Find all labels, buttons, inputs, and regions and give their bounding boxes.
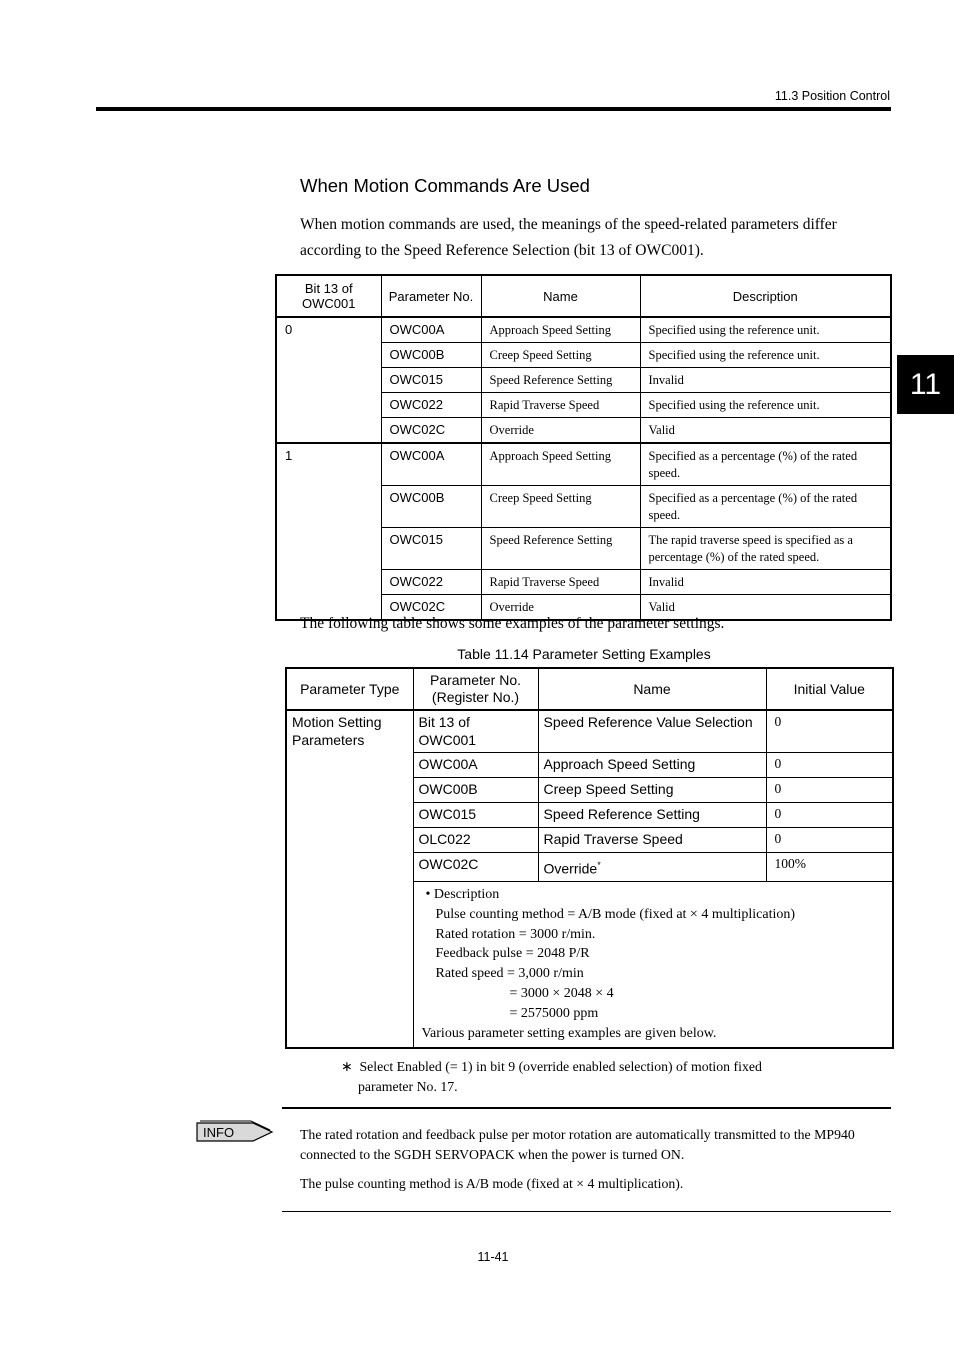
info-text: The rated rotation and feedback pulse per motor rotation are automatically transmitted to the MP940 connected to the SGDH SERVOPACK when the power is turned ON.: [300, 1127, 855, 1162]
bit-value-cell: 1: [276, 443, 381, 620]
column-header: Description: [640, 275, 891, 317]
column-header: [413, 668, 538, 710]
table-row: [286, 710, 893, 753]
param-cell: OWC022: [381, 393, 481, 418]
calc-line: = 2575000 ppm: [509, 1005, 599, 1021]
param-cell: OWC02C: [381, 595, 481, 621]
param-cell: OWC015: [381, 368, 481, 393]
calc-line: = 3000 × 2048 × 4: [509, 985, 614, 1001]
description-line: Rated rotation = 3000 r/min.: [435, 926, 596, 942]
param-cell: OWC00B: [381, 343, 481, 368]
param-cell: OWC022: [381, 570, 481, 595]
param-cell: OWC00A: [381, 317, 481, 343]
description-line: Feedback pulse = 2048 P/R: [435, 946, 590, 962]
description-line: Rated speed = 3,000 r/min: [435, 966, 584, 982]
footnote-line2: parameter No. 17.: [358, 1079, 458, 1094]
desc-cell: Invalid: [640, 570, 891, 595]
desc-cell: Specified as a percentage (%) of the rated speed.: [640, 486, 891, 528]
name-cell: Speed Reference Setting: [481, 368, 640, 393]
desc-cell: Valid: [640, 418, 891, 444]
table-caption: Table 11.14 Parameter Setting Examples: [457, 646, 711, 662]
name-cell: Override: [481, 595, 640, 621]
footnote-mark: *: [597, 860, 601, 871]
desc-cell: The rapid traverse speed is specified as a percentage (%) of the rated speed.: [640, 528, 891, 570]
follow-paragraph: The following table shows some examples of the parameter settings.: [300, 615, 725, 632]
name-cell: Speed Reference Setting: [538, 803, 766, 828]
name-cell: [538, 853, 766, 882]
value-cell: 0: [766, 710, 893, 753]
column-header: Name: [481, 275, 640, 317]
name-cell: Rapid Traverse Speed: [481, 570, 640, 595]
value-cell: 0: [766, 803, 893, 828]
column-header: Parameter Type: [286, 668, 413, 710]
name-cell: Creep Speed Setting: [538, 778, 766, 803]
name-cell: Approach Speed Setting: [481, 443, 640, 486]
desc-cell: Specified using the reference unit.: [640, 343, 891, 368]
desc-cell: Specified as a percentage (%) of the rated speed.: [640, 443, 891, 486]
value-cell: 0: [766, 753, 893, 778]
name-cell: Rapid Traverse Speed: [481, 393, 640, 418]
description-cell: [413, 882, 893, 1049]
bit-value-cell: 0: [276, 317, 381, 443]
param-type-cell: [286, 710, 413, 1048]
param-cell: OWC015: [413, 803, 538, 828]
footnote-asterisk: ∗: [341, 1059, 353, 1074]
parameter-setting-examples-table: [285, 667, 894, 1049]
column-header: Parameter No.: [381, 275, 481, 317]
header-rule: [96, 107, 891, 111]
intro-paragraph: When motion commands are used, the meanings of the speed-related parameters differ according to the Speed Reference Selection (bit 13 of OWC001).: [300, 216, 837, 259]
name-cell: Creep Speed Setting: [481, 486, 640, 528]
param-cell: OWC02C: [413, 853, 538, 882]
info-text: The pulse counting method is A/B mode (fixed at × 4 multiplication).: [300, 1176, 684, 1191]
param-cell: OWC015: [381, 528, 481, 570]
param-cell: OWC02C: [381, 418, 481, 444]
header-bit13-line2: OWC001: [302, 296, 356, 311]
speed-parameter-table: [275, 274, 892, 621]
param-type-line1: Motion Setting: [292, 714, 382, 730]
section-heading: When Motion Commands Are Used: [300, 175, 590, 196]
info-top-rule: [282, 1107, 891, 1109]
value-cell: 100%: [766, 853, 893, 882]
param-line2: OWC001: [418, 732, 477, 748]
name-cell: Approach Speed Setting: [538, 753, 766, 778]
description-line: Pulse counting method = A/B mode (fixed at × 4 multiplication): [435, 906, 796, 922]
desc-cell: Invalid: [640, 368, 891, 393]
running-header: 11.3 Position Control: [774, 89, 890, 103]
override-label: Override: [543, 860, 598, 877]
header-param-line1: Parameter No.: [429, 672, 522, 688]
footnote-line1: Select Enabled (= 1) in bit 9 (override enabled selection) of motion fixed: [359, 1059, 762, 1074]
desc-cell: Specified using the reference unit.: [640, 317, 891, 343]
param-type-line2: Parameters: [292, 732, 365, 748]
header-bit13-line1: Bit 13 of: [304, 281, 353, 296]
table-header-row: [276, 275, 891, 317]
desc-cell: Valid: [640, 595, 891, 621]
param-cell: OWC00A: [413, 753, 538, 778]
name-cell: Approach Speed Setting: [481, 317, 640, 343]
table-header-row: [286, 668, 893, 710]
param-cell: OLC022: [413, 828, 538, 853]
table-row: [276, 317, 891, 343]
description-bullet: • Description: [425, 887, 500, 902]
param-cell: OWC00B: [381, 486, 481, 528]
name-cell: Rapid Traverse Speed: [538, 828, 766, 853]
name-cell: Creep Speed Setting: [481, 343, 640, 368]
name-cell: Speed Reference Setting: [481, 528, 640, 570]
info-bottom-rule: [282, 1211, 891, 1212]
param-cell: OWC00A: [381, 443, 481, 486]
footnote: [341, 1057, 762, 1097]
info-icon: [195, 1118, 275, 1146]
param-line1: Bit 13 of: [418, 714, 470, 730]
desc-cell: Specified using the reference unit.: [640, 393, 891, 418]
column-header: Name: [538, 668, 766, 710]
header-param-line2: (Register No.): [431, 689, 520, 705]
value-cell: 0: [766, 778, 893, 803]
name-cell: Override: [481, 418, 640, 444]
page-number: 11-41: [477, 1250, 509, 1264]
value-cell: 0: [766, 828, 893, 853]
table-row: [276, 443, 891, 486]
param-cell: [413, 710, 538, 753]
column-header: [276, 275, 381, 317]
param-cell: OWC00B: [413, 778, 538, 803]
info-icon-label: INFO: [203, 1125, 235, 1140]
chapter-tab: 11: [897, 355, 954, 414]
description-closing: Various parameter setting examples are given below.: [421, 1025, 717, 1041]
column-header: Initial Value: [766, 668, 893, 710]
name-cell: Speed Reference Value Selection: [538, 710, 766, 753]
